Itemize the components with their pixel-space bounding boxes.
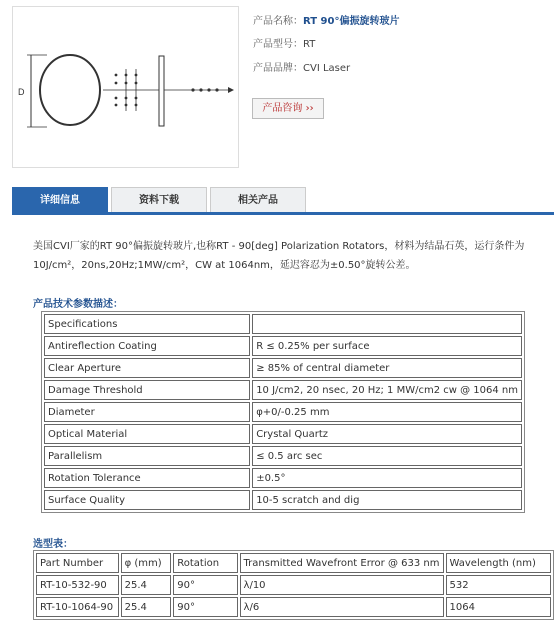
selection-header-row <box>36 553 551 573</box>
product-model-value: RT <box>303 39 316 50</box>
spec-row <box>44 314 522 334</box>
selection-header-cell: Rotation <box>173 553 237 573</box>
selection-cell: 1064 <box>446 597 552 617</box>
spec-name-cell: Damage Threshold <box>44 380 250 400</box>
selection-table <box>33 550 554 620</box>
spec-value-cell: 10 J/cm2, 20 nsec, 20 Hz; 1 MW/cm2 cw @ 1064 nm <box>252 380 522 400</box>
product-name-value: RT 90°偏振旋转玻片 <box>303 16 400 27</box>
spec-row <box>44 424 522 444</box>
spec-name-cell: Antireflection Coating <box>44 336 250 356</box>
detail-tabs <box>12 187 554 215</box>
tab-details[interactable]: 详细信息 <box>12 187 108 212</box>
selection-header-cell: Wavelength (nm) <box>446 553 552 573</box>
description-line-2: 10J/cm²，20ns,20Hz;1MW/cm²，CW at 1064nm，延迟容忍为±0.50°旋转公差。 <box>33 260 416 271</box>
spec-row <box>44 468 522 488</box>
spec-name-cell: Surface Quality <box>44 490 250 510</box>
spec-name-cell: Rotation Tolerance <box>44 468 250 488</box>
tab-related-products[interactable]: 相关产品 <box>210 187 306 212</box>
selection-row <box>36 597 551 617</box>
product-brand-label: 产品品牌： <box>253 63 303 74</box>
selection-header-cell: Part Number <box>36 553 119 573</box>
spec-row <box>44 336 522 356</box>
spec-section-title: 产品技术参数描述： <box>33 299 123 310</box>
spec-table <box>41 311 525 513</box>
spec-row <box>44 402 522 422</box>
spec-row <box>44 358 522 378</box>
spec-name-cell: Clear Aperture <box>44 358 250 378</box>
diameter-label: D <box>18 87 25 97</box>
product-description <box>33 237 538 275</box>
spec-row <box>44 490 522 510</box>
selection-cell: RT-10-532-90 <box>36 575 119 595</box>
selection-cell: 90° <box>173 597 237 617</box>
selection-header-cell: Transmitted Wavefront Error @ 633 nm <box>240 553 444 573</box>
spec-value-cell <box>252 314 522 334</box>
spec-value-cell: φ+0/-0.25 mm <box>252 402 522 422</box>
product-consult-button[interactable]: 产品咨询 ›› <box>252 98 324 119</box>
selection-header-cell: φ (mm) <box>121 553 172 573</box>
spec-value-cell: ±0.5° <box>252 468 522 488</box>
spec-name-cell: Specifications <box>44 314 250 334</box>
spec-value-cell: Crystal Quartz <box>252 424 522 444</box>
product-name-row <box>253 12 399 27</box>
product-brand-row <box>253 59 350 74</box>
product-model-label: 产品型号： <box>253 39 303 50</box>
product-model-row <box>253 35 315 50</box>
selection-cell: λ/10 <box>240 575 444 595</box>
spec-row <box>44 446 522 466</box>
spec-value-cell: 10-5 scratch and dig <box>252 490 522 510</box>
product-image <box>12 6 239 168</box>
spec-name-cell: Optical Material <box>44 424 250 444</box>
spec-name-cell: Diameter <box>44 402 250 422</box>
spec-row <box>44 380 522 400</box>
spec-value-cell: ≤ 0.5 arc sec <box>252 446 522 466</box>
selection-cell: RT-10-1064-90 <box>36 597 119 617</box>
selection-row <box>36 575 551 595</box>
selection-cell: 25.4 <box>121 575 172 595</box>
selection-cell: 25.4 <box>121 597 172 617</box>
description-line-1: 美国CVI厂家的RT 90°偏振旋转玻片,也称RT - 90[deg] Polarization Rotators，材料为结晶石英，运行条件为 <box>33 241 525 252</box>
waveplate-diagram <box>13 7 238 167</box>
product-name-label: 产品名称： <box>253 16 303 27</box>
selection-cell: λ/6 <box>240 597 444 617</box>
spec-value-cell: R ≤ 0.25% per surface <box>252 336 522 356</box>
product-brand-value: CVI Laser <box>303 63 351 74</box>
spec-value-cell: ≥ 85% of central diameter <box>252 358 522 378</box>
tab-downloads[interactable]: 资料下载 <box>111 187 207 212</box>
selection-cell: 532 <box>446 575 552 595</box>
selection-section-title: 选型表： <box>33 539 73 550</box>
spec-name-cell: Parallelism <box>44 446 250 466</box>
selection-cell: 90° <box>173 575 237 595</box>
